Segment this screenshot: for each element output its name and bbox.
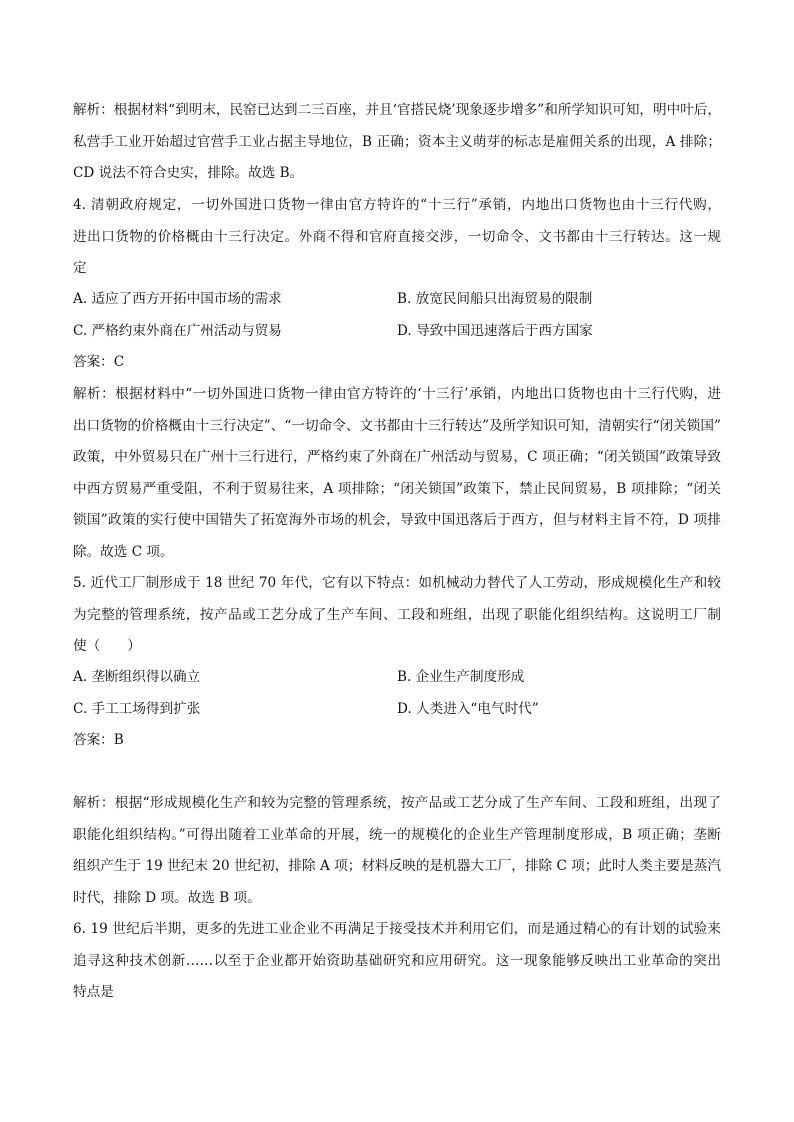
analysis-line: 锁国”政策的实行使中国错失了拓宽海外市场的机会，导致中国迅落后于西方，但与材料主旨不符，D 项排 <box>73 512 721 528</box>
question-line: 4. 清朝政府规定，一切外国进口货物一律由官方特许的“十三行”承销，内地出口货物也由十三行代购， <box>73 197 721 213</box>
question-6-stem <box>73 914 721 1009</box>
analysis-line: 职能化组织结构。”可得出随着工业革命的开展，统一的规模化的企业生产管理制度形成，B 项正确；垄断 <box>73 826 721 843</box>
question-4-stem <box>73 190 721 285</box>
question-4-options <box>73 284 721 347</box>
analysis-line: 解析：根据“形成规模化生产和较为完整的管理系统，按产品或工艺分成了生产车间、工段和班组，出现了 <box>73 795 721 811</box>
question-line: 进出口货物的价格概由十三行决定。外商不得和官府直接交涉，一切命令、文书都由十三行转达。这一规 <box>73 228 721 245</box>
analysis-line: 组织产生于 19 世纪末 20 世纪初，排除 A 项；材料反映的是机器大工厂，排除 C 项；此时人类主要是蒸汽 <box>73 858 721 874</box>
option-d: D. 导致中国迅速落后于西方国家 <box>397 322 593 339</box>
option-d: D. 人类进入“电气时代” <box>397 700 539 717</box>
question-line: 为完整的管理系统，按产品或工艺分成了生产车间、工段和班组，出现了职能化组织结构。这说明工厂制 <box>73 606 721 623</box>
analysis-q4 <box>73 379 721 568</box>
analysis-line: 出口货物的价格概由十三行决定”、“一切命令、文书都由十三行转达”及所学知识可知，清朝实行“闭关锁国” <box>73 417 721 434</box>
question-line: 追寻这种技术创新……以至于企业都开始资助基础研究和应用研究。这一现象能够反映出工业革命的突出 <box>73 952 721 969</box>
analysis-line: 除。故选 C 项。 <box>73 543 174 560</box>
analysis-line: 解析：根据材料“到明末，民窑已达到二三百座，并且‘官搭民烧’现象逐步增多”和所学知识可知，明中叶后， <box>73 102 721 118</box>
option-c: C. 手工工场得到扩张 <box>73 700 201 717</box>
option-b: B. 企业生产制度形成 <box>397 669 525 685</box>
answer-line: 答案：C <box>73 354 125 370</box>
question-5-answer <box>73 725 721 757</box>
option-c: C. 严格约束外商在广州活动与贸易 <box>73 322 282 339</box>
analysis-q3 <box>73 95 721 190</box>
question-line: 特点是 <box>73 984 114 1000</box>
option-a: A. 垄断组织得以确立 <box>73 669 201 685</box>
option-b: B. 放宽民间船只出海贸易的限制 <box>397 291 593 307</box>
question-4-answer <box>73 347 721 379</box>
question-line: 6. 19 世纪后半期，更多的先进工业企业不再满足于接受技术并利用它们，而是通过精心的有计划的试验来 <box>73 921 721 937</box>
question-5-stem <box>73 568 721 663</box>
question-5-options <box>73 662 721 725</box>
analysis-line: 政策，中外贸易只在广州十三行进行，严格约束了外商在广州活动与贸易，C 项正确；“闭关锁国”政策导致 <box>73 449 721 465</box>
answer-line: 答案：B <box>73 732 124 748</box>
question-line: 定 <box>73 260 87 276</box>
option-a: A. 适应了西方开拓中国市场的需求 <box>73 291 282 307</box>
analysis-q5 <box>73 788 721 914</box>
question-line: 5. 近代工厂制形成于 18 世纪 70 年代，它有以下特点：如机械动力替代了人工劳动，形成规模化生产和较 <box>73 575 721 591</box>
analysis-line: 中西方贸易严重受阻，不利于贸易往来，A 项排除；“闭关锁国”政策下，禁止民间贸易，B 项排除；“闭关 <box>73 480 721 497</box>
question-line: 使（ ） <box>73 638 141 654</box>
analysis-line: 私营手工业开始超过官营手工业占据主导地位，B 正确；资本主义萌芽的标志是雇佣关系的出现，A 排除； <box>73 133 721 150</box>
analysis-line: 解析：根据材料中“一切外国进口货物一律由官方特许的‘十三行’承销，内地出口货物也由十三行代购，进 <box>73 386 721 402</box>
analysis-line: CD 说法不符合史实，排除。故选 B。 <box>73 165 304 181</box>
analysis-line: 时代，排除 D 项。故选 B 项。 <box>73 889 261 906</box>
